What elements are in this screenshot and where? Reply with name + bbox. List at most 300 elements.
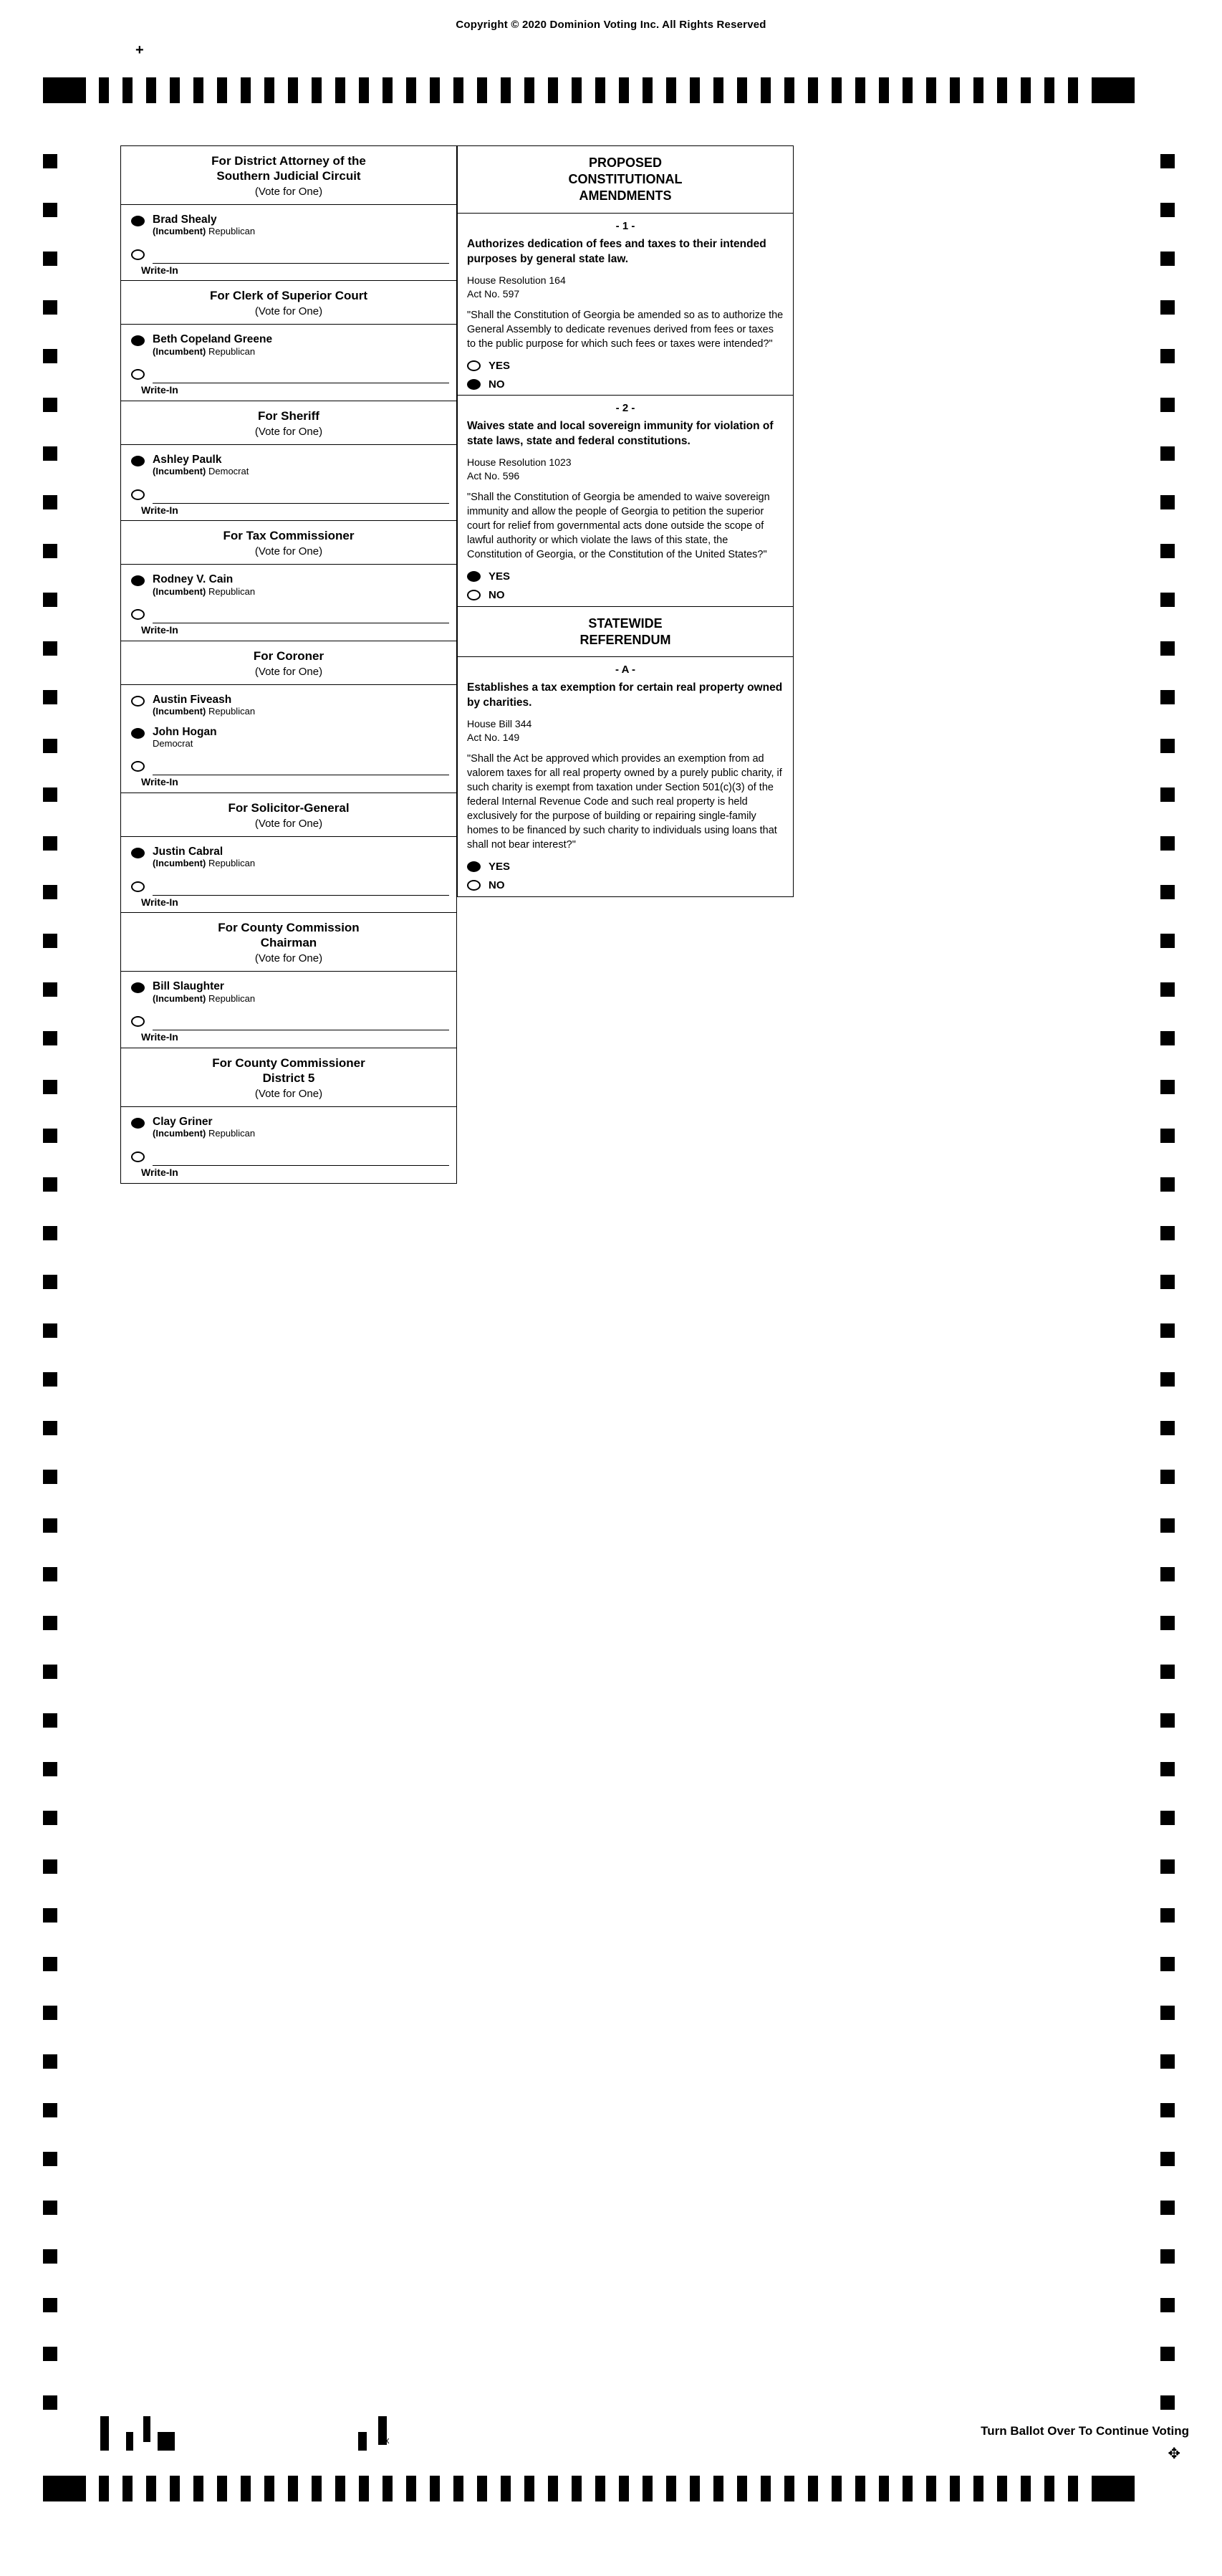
timing-mark — [1160, 1226, 1175, 1240]
vote-oval[interactable] — [131, 609, 145, 620]
timing-mark — [43, 2006, 57, 2020]
timing-mark — [241, 2476, 251, 2501]
write-in-label: Write-In — [141, 1031, 178, 1043]
contest-title-line2: Chairman — [260, 936, 317, 950]
timing-mark — [761, 77, 771, 103]
write-in-line[interactable] — [153, 1015, 449, 1030]
timing-mark — [43, 495, 57, 509]
timing-mark — [406, 77, 416, 103]
contest-block — [120, 912, 457, 1048]
vote-oval[interactable] — [467, 880, 481, 891]
timing-mark — [43, 1567, 57, 1581]
timing-mark — [808, 2476, 818, 2501]
candidate-party: (Incumbent) Republican — [153, 226, 256, 237]
contest-title: For Tax Commissioner — [223, 529, 355, 543]
candidate-name: Beth Copeland Greene — [153, 333, 273, 346]
proposed-amendments-title-line: PROPOSED — [588, 155, 663, 170]
footer-x-mark: x — [385, 2435, 390, 2446]
timing-mark — [43, 1031, 57, 1045]
timing-mark — [666, 2476, 676, 2501]
vote-option-yes[interactable] — [458, 859, 793, 878]
timing-mark — [43, 1957, 57, 1971]
timing-mark — [1160, 982, 1175, 997]
timing-mark — [643, 2476, 653, 2501]
write-in-label: Write-In — [141, 264, 178, 276]
timing-mark — [217, 77, 227, 103]
timing-mark — [855, 77, 865, 103]
registration-plus-icon: + — [135, 42, 144, 58]
timing-mark — [713, 77, 723, 103]
vote-oval[interactable] — [131, 1016, 145, 1027]
contest-options — [121, 1106, 456, 1183]
timing-mark — [690, 2476, 700, 2501]
measure-number: - 2 - — [615, 402, 635, 414]
timing-mark — [666, 77, 676, 103]
measure-reference — [458, 274, 793, 308]
candidate-name: Justin Cabral — [153, 845, 223, 858]
timing-mark — [1160, 1031, 1175, 1045]
timing-mark — [1160, 1080, 1175, 1094]
measure-question-text: "Shall the Constitution of Georgia be amended so as to authorize the General Assembly to dedicate revenues derived from fees or taxes to the public purpose for which such fees or taxes were intended?" — [467, 309, 784, 350]
timing-mark — [595, 2476, 605, 2501]
timing-mark — [1160, 739, 1175, 753]
measure-number: - 1 - — [615, 219, 635, 232]
measure-reference — [458, 456, 793, 490]
vote-option-no[interactable] — [458, 377, 793, 396]
timing-mark — [879, 2476, 889, 2501]
candidate-text — [153, 214, 255, 237]
timing-mark — [1160, 300, 1175, 315]
timing-mark — [1160, 154, 1175, 168]
contest-title-line2: Southern Judicial Circuit — [216, 169, 361, 183]
candidate-name: Bill Slaughter — [153, 980, 224, 993]
timing-mark — [1160, 1275, 1175, 1289]
contest-options — [121, 836, 456, 913]
timing-mark — [1160, 1567, 1175, 1581]
yes-label: YES — [489, 861, 511, 873]
write-in-label: Write-In — [141, 384, 178, 396]
vote-oval[interactable] — [131, 761, 145, 772]
timing-mark — [43, 349, 57, 363]
vote-oval[interactable] — [131, 575, 145, 586]
timing-mark — [1160, 1811, 1175, 1825]
timing-marks-top — [43, 77, 1135, 103]
timing-mark — [690, 77, 700, 103]
timing-mark — [43, 2395, 57, 2410]
contest-block — [120, 793, 457, 914]
timing-mark — [477, 2476, 487, 2501]
timing-mark — [1160, 1518, 1175, 1533]
vote-oval[interactable] — [467, 360, 481, 371]
measure-number: - A - — [615, 664, 636, 676]
write-in-line[interactable] — [153, 368, 449, 383]
timing-mark — [1160, 885, 1175, 899]
vote-instruction: (Vote for One) — [254, 952, 323, 965]
timing-mark — [1160, 1323, 1175, 1338]
timing-mark — [1160, 2103, 1175, 2117]
vote-oval[interactable] — [131, 728, 145, 739]
timing-mark — [1160, 2152, 1175, 2166]
write-in-line[interactable] — [153, 489, 449, 504]
candidate-option[interactable] — [121, 692, 456, 724]
timing-mark — [903, 77, 913, 103]
contest-block — [120, 401, 457, 522]
candidate-party: (Incumbent) Republican — [153, 858, 256, 869]
timing-mark — [43, 1275, 57, 1289]
write-in-option[interactable] — [121, 484, 456, 504]
write-in-line[interactable] — [153, 249, 449, 264]
timing-mark — [1160, 1908, 1175, 1923]
timing-mark — [43, 300, 57, 315]
timing-mark — [193, 2476, 203, 2501]
contest-options — [121, 444, 456, 521]
timing-mark — [43, 787, 57, 802]
contest-options — [121, 564, 456, 641]
timing-mark — [808, 77, 818, 103]
contest-header — [121, 281, 456, 324]
candidate-party: (Incumbent) Republican — [153, 585, 256, 597]
write-in-label: Write-In — [141, 896, 178, 908]
candidate-name: Austin Fiveash — [153, 693, 232, 706]
timing-mark — [43, 252, 57, 266]
statewide-referendum-title-line: STATEWIDE — [588, 616, 663, 631]
timing-mark — [926, 2476, 936, 2501]
timing-mark — [1160, 398, 1175, 412]
timing-mark — [43, 2347, 57, 2361]
candidate-option[interactable] — [121, 332, 456, 364]
vote-oval[interactable] — [467, 571, 481, 582]
timing-mark — [453, 77, 463, 103]
timing-mark — [1160, 2006, 1175, 2020]
timing-mark — [1160, 593, 1175, 607]
timing-mark — [1160, 1177, 1175, 1192]
proposed-amendments-title-line: AMENDMENTS — [579, 188, 672, 203]
measure-reference-line1: House Resolution 1023 — [467, 456, 572, 468]
candidate-name: John Hogan — [153, 725, 217, 738]
candidate-text — [153, 846, 255, 869]
timing-mark — [43, 1665, 57, 1679]
timing-mark — [501, 77, 511, 103]
timing-mark — [146, 2476, 156, 2501]
candidate-party: Democrat — [153, 737, 193, 749]
timing-mark — [926, 77, 936, 103]
vote-option-yes[interactable] — [458, 569, 793, 588]
timing-mark — [383, 2476, 393, 2501]
vote-oval[interactable] — [131, 696, 145, 707]
vote-oval[interactable] — [467, 379, 481, 390]
timing-mark — [784, 77, 794, 103]
timing-mark — [1160, 1372, 1175, 1387]
vote-oval[interactable] — [131, 1118, 145, 1129]
timing-mark — [359, 2476, 369, 2501]
timing-mark — [43, 1908, 57, 1923]
contest-options — [121, 971, 456, 1048]
vote-instruction: (Vote for One) — [254, 545, 323, 558]
timing-mark — [43, 2054, 57, 2069]
contest-title: For Coroner — [253, 648, 324, 663]
timing-mark — [170, 77, 180, 103]
timing-mark — [950, 77, 960, 103]
contest-header — [121, 913, 456, 971]
timing-mark — [1160, 2054, 1175, 2069]
vote-oval[interactable] — [131, 369, 145, 380]
timing-mark — [43, 544, 57, 558]
timing-mark — [170, 2476, 180, 2501]
measure-block — [457, 395, 794, 607]
candidate-text — [153, 333, 272, 357]
timing-mark — [43, 398, 57, 412]
timing-mark — [477, 77, 487, 103]
candidate-option[interactable] — [121, 844, 456, 876]
contest-title: For District Attorney of the — [211, 154, 366, 168]
timing-mark — [43, 836, 57, 851]
vote-oval[interactable] — [131, 1151, 145, 1162]
timing-mark — [43, 1518, 57, 1533]
timing-mark — [1092, 2476, 1135, 2501]
timing-mark — [548, 77, 558, 103]
vote-oval[interactable] — [131, 982, 145, 993]
measure-reference-line2: Act No. 149 — [467, 732, 520, 743]
timing-mark — [43, 934, 57, 948]
proposed-amendments-header — [458, 146, 793, 213]
turn-ballot-over-text: Turn Ballot Over To Continue Voting — [981, 2424, 1189, 2438]
write-in-line[interactable] — [153, 1151, 449, 1166]
candidate-text — [153, 694, 255, 717]
timing-mark — [43, 1372, 57, 1387]
timing-mark — [595, 77, 605, 103]
vote-oval[interactable] — [131, 489, 145, 500]
timing-mark — [1160, 934, 1175, 948]
timing-mark — [43, 739, 57, 753]
measure-question-text: "Shall the Constitution of Georgia be amended to waive sovereign immunity and allow the people of Georgia to petition the superior court for relief from governmental acts done outside the scope of lawful authority or which violate the laws of this state, the Constitution of Georgia, or the Constitution of the United States?" — [467, 492, 770, 560]
contest-header — [121, 1048, 456, 1106]
timing-mark — [1160, 1421, 1175, 1435]
timing-marks-right — [1160, 154, 1175, 2444]
timing-mark — [643, 77, 653, 103]
timing-mark — [737, 2476, 747, 2501]
write-in-option[interactable] — [121, 1011, 456, 1030]
timing-mark — [43, 1129, 57, 1143]
contest-options — [121, 684, 456, 793]
measure-reference-line1: House Bill 344 — [467, 718, 532, 729]
timing-mark — [43, 1616, 57, 1630]
timing-mark — [903, 2476, 913, 2501]
timing-mark — [761, 2476, 771, 2501]
timing-mark — [1160, 2201, 1175, 2215]
ballot-column-right — [457, 145, 794, 896]
vote-instruction: (Vote for One) — [254, 305, 323, 318]
timing-mark — [312, 2476, 322, 2501]
timing-mark — [619, 77, 629, 103]
candidate-option[interactable] — [121, 1114, 456, 1146]
timing-mark — [1160, 1713, 1175, 1728]
write-in-option[interactable] — [121, 244, 456, 264]
yes-label: YES — [489, 359, 511, 372]
candidate-name: Rodney V. Cain — [153, 573, 234, 586]
candidate-party: (Incumbent) Republican — [153, 345, 256, 357]
timing-marks-left — [43, 154, 57, 2444]
write-in-line[interactable] — [153, 608, 449, 623]
timing-mark — [1021, 2476, 1031, 2501]
timing-mark — [713, 2476, 723, 2501]
candidate-party: (Incumbent) Republican — [153, 992, 256, 1004]
contest-title: For Sheriff — [258, 408, 319, 423]
contest-header — [121, 641, 456, 684]
timing-mark — [832, 2476, 842, 2501]
vote-oval[interactable] — [131, 456, 145, 466]
timing-mark — [1160, 495, 1175, 509]
timing-mark — [430, 2476, 440, 2501]
vote-oval[interactable] — [131, 216, 145, 226]
contest-title: For Clerk of Superior Court — [209, 289, 368, 303]
timing-mark — [43, 2201, 57, 2215]
timing-marks-bottom — [43, 2476, 1135, 2501]
timing-mark — [1092, 77, 1135, 103]
measure-block — [457, 213, 794, 396]
vote-option-yes[interactable] — [458, 358, 793, 377]
candidate-option[interactable] — [121, 979, 456, 1011]
no-label: NO — [489, 378, 505, 391]
contest-title: For County Commissioner — [212, 1055, 365, 1070]
timing-mark — [122, 2476, 133, 2501]
statewide-referendum-block — [457, 606, 794, 658]
vote-oval[interactable] — [467, 590, 481, 600]
vote-oval[interactable] — [467, 861, 481, 872]
vote-instruction: (Vote for One) — [254, 425, 323, 438]
timing-mark — [43, 1421, 57, 1435]
statewide-referendum-header — [458, 607, 793, 657]
write-in-line[interactable] — [153, 760, 449, 775]
timing-mark — [43, 1323, 57, 1338]
timing-mark — [1160, 1859, 1175, 1874]
timing-mark — [619, 2476, 629, 2501]
contest-title: For Solicitor-General — [228, 800, 350, 815]
timing-mark — [43, 982, 57, 997]
measure-reference-line2: Act No. 597 — [467, 287, 520, 300]
measure-summary: Waives state and local sovereign immunity for violation of state laws, state and federal constitutions. — [467, 420, 774, 447]
contest-header — [121, 146, 456, 204]
candidate-text — [153, 1116, 255, 1139]
timing-mark — [973, 77, 983, 103]
timing-mark — [43, 1470, 57, 1484]
timing-mark — [1160, 203, 1175, 217]
timing-mark — [1021, 77, 1031, 103]
timing-mark — [1160, 446, 1175, 461]
candidate-text — [153, 454, 249, 477]
candidate-option[interactable] — [121, 452, 456, 484]
candidate-party: (Incumbent) Republican — [153, 705, 256, 717]
timing-mark — [1160, 2395, 1175, 2410]
contest-block — [120, 641, 457, 794]
timing-mark — [217, 2476, 227, 2501]
timing-mark — [832, 77, 842, 103]
timing-mark — [43, 885, 57, 899]
vote-oval[interactable] — [131, 848, 145, 858]
timing-mark — [43, 1080, 57, 1094]
timing-mark — [43, 1859, 57, 1874]
write-in-option[interactable] — [121, 756, 456, 775]
timing-mark — [548, 2476, 558, 2501]
vote-oval[interactable] — [131, 881, 145, 892]
timing-mark — [288, 77, 298, 103]
timing-mark — [879, 77, 889, 103]
contest-options — [121, 204, 456, 281]
timing-mark — [1160, 787, 1175, 802]
statewide-referendum-title-line: REFERENDUM — [579, 632, 671, 647]
candidate-party: (Incumbent) Democrat — [153, 466, 249, 477]
timing-mark — [1160, 349, 1175, 363]
vote-instruction: (Vote for One) — [254, 1087, 323, 1100]
contest-block — [120, 520, 457, 641]
timing-mark — [43, 446, 57, 461]
yes-label: YES — [489, 570, 511, 583]
vote-instruction: (Vote for One) — [254, 665, 323, 678]
timing-mark — [1160, 641, 1175, 656]
timing-mark — [146, 77, 156, 103]
no-label: NO — [489, 589, 505, 601]
timing-mark — [1160, 1665, 1175, 1679]
timing-mark — [99, 77, 109, 103]
timing-mark — [43, 1811, 57, 1825]
vote-oval[interactable] — [131, 249, 145, 260]
timing-mark — [1160, 252, 1175, 266]
timing-mark — [43, 593, 57, 607]
vote-option-no[interactable] — [458, 588, 793, 606]
write-in-label: Write-In — [141, 504, 178, 516]
timing-mark — [950, 2476, 960, 2501]
contest-title-line2: District 5 — [262, 1071, 315, 1085]
write-in-option[interactable] — [121, 876, 456, 896]
timing-mark — [1044, 77, 1054, 103]
candidate-option[interactable] — [121, 212, 456, 244]
timing-mark — [1068, 77, 1078, 103]
vote-option-no[interactable] — [458, 878, 793, 896]
write-in-option[interactable] — [121, 604, 456, 623]
contest-options — [121, 324, 456, 401]
proposed-amendments-block — [457, 145, 794, 214]
candidate-name: Brad Shealy — [153, 214, 217, 226]
timing-mark — [1160, 1470, 1175, 1484]
vote-oval[interactable] — [131, 335, 145, 346]
timing-mark — [43, 690, 57, 704]
timing-mark — [1160, 544, 1175, 558]
copyright-notice: Copyright © 2020 Dominion Voting Inc. All Rights Reserved — [456, 19, 766, 31]
timing-mark — [335, 2476, 345, 2501]
write-in-option[interactable] — [121, 364, 456, 383]
candidate-option[interactable] — [121, 572, 456, 604]
timing-mark — [501, 2476, 511, 2501]
candidate-party: (Incumbent) Republican — [153, 1128, 256, 1139]
timing-mark — [43, 77, 86, 103]
timing-mark — [1160, 2249, 1175, 2264]
timing-mark — [784, 2476, 794, 2501]
candidate-text — [153, 726, 217, 750]
move-arrow-icon: ✥ — [1168, 2446, 1180, 2462]
proposed-amendments-title-line: CONSTITUTIONAL — [568, 172, 683, 186]
timing-mark — [359, 77, 369, 103]
timing-mark — [43, 1177, 57, 1192]
timing-mark — [1160, 1957, 1175, 1971]
write-in-option[interactable] — [121, 1146, 456, 1166]
timing-mark — [1160, 1616, 1175, 1630]
candidate-option[interactable] — [121, 724, 456, 757]
timing-mark — [43, 2476, 86, 2501]
timing-mark — [1160, 1129, 1175, 1143]
write-in-label: Write-In — [141, 624, 178, 636]
timing-mark — [524, 77, 534, 103]
write-in-line[interactable] — [153, 881, 449, 896]
timing-mark — [572, 2476, 582, 2501]
